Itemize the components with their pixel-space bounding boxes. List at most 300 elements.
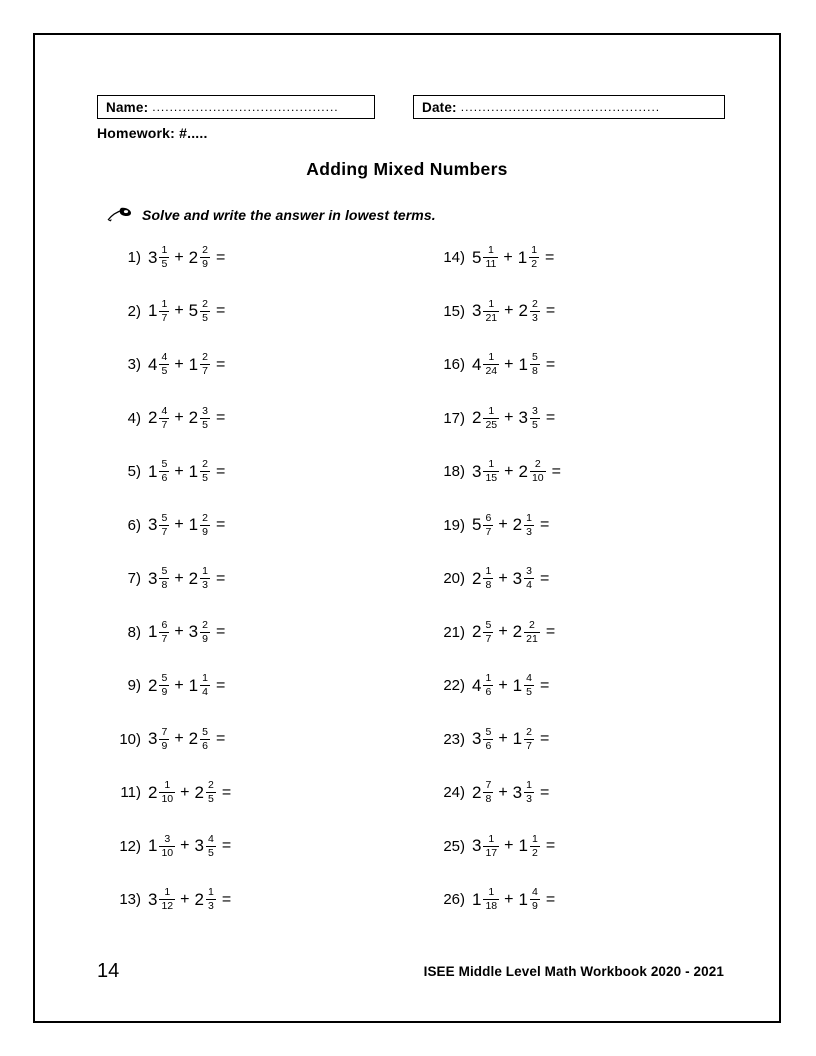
whole-number: 2: [148, 675, 158, 695]
fraction: [483, 780, 493, 806]
denominator: 3: [526, 525, 532, 538]
numerator: 1: [488, 297, 495, 310]
second-mixed-number: [513, 566, 534, 592]
plus-operator: +: [174, 623, 184, 641]
fraction: [524, 780, 534, 806]
problem-item: [435, 618, 735, 672]
numerator: 2: [526, 725, 532, 738]
denominator: 9: [161, 739, 168, 752]
plus-operator: +: [174, 355, 184, 373]
problem-number: 4): [127, 409, 141, 427]
denominator: 5: [531, 418, 538, 431]
numerator: 1: [164, 779, 171, 791]
equals-sign: =: [215, 355, 226, 373]
problem-number: 25): [443, 837, 465, 855]
numerator: 3: [531, 404, 538, 417]
problem-expression: [148, 297, 225, 325]
second-mixed-number: [189, 245, 210, 271]
problem-item: [111, 350, 411, 404]
denominator: 25: [485, 418, 498, 431]
problem-number: 26): [443, 891, 465, 908]
second-mixed-number: [513, 727, 534, 753]
whole-number: 2: [188, 568, 199, 588]
fraction: [530, 299, 540, 325]
denominator: 7: [485, 525, 492, 538]
first-mixed-number: [148, 834, 175, 860]
denominator: 21: [485, 311, 498, 324]
whole-number: 1: [188, 675, 199, 695]
numerator: 1: [526, 511, 532, 524]
plus-operator: +: [504, 462, 514, 480]
denominator: 8: [485, 793, 492, 806]
fraction: [200, 459, 210, 485]
plus-operator: +: [174, 302, 184, 320]
fraction: [529, 245, 539, 271]
numerator: 1: [202, 565, 208, 577]
problem-expression: [472, 725, 549, 753]
whole-number: 3: [148, 247, 158, 267]
denominator: 3: [526, 793, 532, 806]
fraction: [530, 459, 546, 485]
numerator: 4: [526, 672, 532, 684]
plus-operator: +: [180, 890, 190, 908]
denominator: 8: [485, 579, 492, 592]
second-mixed-number: [519, 352, 540, 378]
numerator: 2: [531, 297, 538, 310]
problem-number: 10): [119, 730, 141, 748]
numerator: 1: [526, 779, 532, 791]
whole-number: 1: [518, 889, 528, 909]
whole-number: 1: [188, 461, 199, 481]
denominator: 21: [526, 632, 538, 645]
fraction: [483, 406, 499, 432]
whole-number: 1: [472, 889, 482, 909]
worksheet-page: [33, 33, 781, 1023]
plus-operator: +: [498, 783, 508, 801]
first-mixed-number: [148, 299, 169, 325]
whole-number: 4: [472, 354, 482, 374]
numerator: 1: [164, 886, 171, 898]
numerator: 5: [531, 351, 538, 363]
problem-number: 6): [127, 516, 141, 534]
denominator: 5: [202, 311, 208, 324]
fraction: [200, 513, 210, 539]
whole-number: 1: [518, 836, 528, 856]
denominator: 11: [485, 258, 497, 271]
numerator: 5: [161, 672, 168, 684]
fraction: [524, 620, 540, 646]
problem-item: [435, 832, 735, 886]
denominator: 6: [161, 472, 168, 485]
problem-number: 22): [443, 677, 465, 694]
whole-number: 2: [148, 408, 158, 428]
fraction: [200, 245, 210, 271]
second-mixed-number: [189, 727, 210, 753]
first-mixed-number: [472, 459, 499, 485]
whole-number: 2: [472, 622, 482, 642]
denominator: 5: [202, 472, 208, 485]
problem-number: 1): [127, 249, 141, 266]
fraction: [159, 620, 169, 646]
numerator: 5: [161, 458, 168, 470]
whole-number: 3: [472, 461, 482, 481]
equals-sign: =: [545, 355, 556, 373]
problem-item: [435, 671, 735, 725]
problem-expression: [148, 885, 231, 913]
problem-item: [111, 725, 411, 779]
first-mixed-number: [148, 245, 169, 271]
first-mixed-number: [472, 620, 493, 646]
whole-number: 2: [472, 408, 482, 428]
plus-operator: +: [174, 409, 184, 427]
whole-number: 3: [148, 729, 158, 749]
problem-expression: [472, 618, 555, 646]
numerator: 4: [207, 832, 214, 845]
whole-number: 3: [512, 782, 523, 802]
whole-number: 3: [148, 515, 158, 535]
fraction: [200, 299, 210, 325]
denominator: 10: [161, 793, 174, 806]
plus-operator: +: [180, 837, 190, 855]
whole-number: 1: [518, 354, 528, 374]
problem-item: [111, 564, 411, 618]
first-mixed-number: [148, 780, 175, 806]
denominator: 6: [485, 686, 492, 699]
second-mixed-number: [195, 887, 216, 913]
denominator: 5: [526, 686, 532, 699]
numerator: 3: [202, 404, 208, 417]
plus-operator: +: [174, 462, 184, 480]
fraction: [159, 352, 169, 378]
plus-operator: +: [498, 623, 508, 641]
denominator: 9: [531, 900, 538, 913]
problem-item: [111, 832, 411, 886]
denominator: 2: [531, 258, 538, 271]
second-mixed-number: [189, 299, 210, 325]
whole-number: 3: [472, 836, 482, 856]
problem-item: [111, 243, 411, 297]
problem-expression: [148, 778, 231, 806]
problem-expression: [148, 725, 225, 753]
page-title: Adding Mixed Numbers: [306, 159, 508, 179]
second-mixed-number: [189, 406, 210, 432]
equals-sign: =: [545, 302, 556, 320]
denominator: 3: [207, 900, 214, 913]
plus-operator: +: [504, 409, 514, 427]
second-mixed-number: [519, 406, 540, 432]
whole-number: 2: [188, 729, 199, 749]
denominator: 7: [161, 418, 168, 431]
fraction: [159, 780, 175, 806]
first-mixed-number: [148, 406, 169, 432]
first-mixed-number: [472, 352, 499, 378]
problem-item: [111, 404, 411, 458]
fraction: [159, 245, 169, 271]
numerator: 7: [485, 779, 492, 791]
numerator: 1: [488, 458, 495, 470]
numerator: 1: [488, 886, 495, 898]
whole-number: 2: [188, 247, 199, 267]
fraction: [200, 727, 210, 753]
first-mixed-number: [148, 673, 169, 699]
equals-sign: =: [215, 569, 226, 587]
denominator: 17: [485, 846, 498, 859]
whole-number: 3: [512, 568, 523, 588]
plus-operator: +: [498, 569, 508, 587]
fraction: [200, 673, 210, 699]
fraction: [530, 352, 540, 378]
denominator: 9: [202, 258, 208, 271]
numerator: 5: [161, 511, 168, 524]
problem-item: [435, 243, 735, 297]
equals-sign: =: [551, 462, 561, 480]
second-mixed-number: [513, 513, 534, 539]
first-mixed-number: [472, 513, 493, 539]
plus-operator: +: [498, 516, 508, 534]
numerator: 1: [207, 886, 214, 898]
problem-number: 2): [127, 302, 141, 320]
denominator: 7: [161, 525, 168, 538]
denominator: 9: [202, 525, 208, 538]
whole-number: 1: [188, 515, 199, 535]
problem-number: 7): [127, 570, 141, 587]
denominator: 10: [161, 846, 174, 859]
numerator: 7: [161, 725, 168, 738]
numerator: 1: [485, 565, 492, 577]
instruction-row: [107, 207, 436, 223]
numerator: 4: [161, 351, 168, 363]
fraction: [483, 352, 499, 378]
problem-item: [111, 457, 411, 511]
equals-sign: =: [215, 623, 226, 641]
denominator: 7: [161, 632, 168, 645]
problem-number: 20): [443, 570, 465, 587]
fraction: [159, 834, 175, 860]
second-mixed-number: [513, 620, 540, 646]
whole-number: 5: [472, 515, 482, 535]
fraction: [530, 887, 540, 913]
problem-expression: [472, 832, 555, 860]
whole-number: 2: [472, 782, 482, 802]
problem-expression: [472, 778, 549, 806]
problem-expression: [148, 618, 225, 646]
problem-item: [435, 404, 735, 458]
numerator: 1: [161, 244, 168, 256]
equals-sign: =: [545, 890, 556, 908]
numerator: 5: [161, 565, 168, 577]
problem-number: 12): [119, 837, 141, 855]
whole-number: 3: [472, 301, 482, 321]
first-mixed-number: [148, 727, 169, 753]
problem-expression: [472, 297, 555, 325]
fraction: [483, 620, 493, 646]
plus-operator: +: [504, 837, 514, 855]
plus-operator: +: [503, 248, 513, 266]
problem-expression: [148, 350, 225, 378]
equals-sign: =: [539, 516, 550, 534]
whole-number: 2: [518, 461, 528, 481]
plus-operator: +: [174, 516, 184, 534]
fraction: [159, 727, 169, 753]
homework-label: Homework: #.....: [97, 125, 208, 141]
fraction: [483, 299, 499, 325]
plus-operator: +: [498, 676, 508, 694]
date-blank: ..............................................: [460, 100, 661, 114]
problem-number: 21): [443, 623, 465, 641]
second-mixed-number: [519, 299, 540, 325]
fraction: [159, 887, 175, 913]
whole-number: 3: [472, 729, 482, 749]
whole-number: 5: [188, 301, 199, 321]
fraction: [206, 887, 216, 913]
second-mixed-number: [195, 780, 216, 806]
equals-sign: =: [539, 569, 550, 587]
whole-number: 3: [188, 622, 199, 642]
first-mixed-number: [472, 566, 493, 592]
numerator: 1: [488, 244, 494, 256]
name-field[interactable]: [97, 95, 375, 119]
fraction: [159, 673, 169, 699]
fraction: [524, 673, 534, 699]
second-mixed-number: [195, 834, 216, 860]
first-mixed-number: [472, 245, 498, 271]
second-mixed-number: [189, 352, 210, 378]
whole-number: 2: [194, 782, 204, 802]
numerator: 2: [529, 618, 535, 631]
equals-sign: =: [215, 730, 226, 748]
name-label: Name:: [106, 99, 149, 115]
whole-number: 1: [512, 675, 523, 695]
problem-item: [435, 725, 735, 779]
numerator: 4: [531, 886, 538, 898]
problem-number: 16): [443, 356, 465, 373]
numerator: 6: [485, 511, 492, 524]
denominator: 12: [161, 900, 174, 913]
problem-column-left: [111, 243, 411, 939]
date-label: Date:: [422, 99, 457, 115]
denominator: 24: [485, 365, 498, 378]
first-mixed-number: [472, 406, 499, 432]
denominator: 2: [531, 846, 538, 859]
second-mixed-number: [519, 834, 540, 860]
whole-number: 4: [472, 675, 482, 695]
first-mixed-number: [148, 887, 175, 913]
equals-sign: =: [545, 409, 556, 427]
numerator: 1: [488, 351, 495, 363]
problem-expression: [148, 457, 225, 485]
equals-sign: =: [215, 302, 226, 320]
page-number: 14: [97, 960, 120, 982]
denominator: 9: [161, 686, 168, 699]
whole-number: 5: [472, 247, 482, 267]
fraction: [530, 834, 540, 860]
denominator: 7: [161, 311, 168, 324]
problem-expression: [472, 457, 561, 485]
whole-number: 4: [148, 354, 158, 374]
fraction: [159, 459, 169, 485]
first-mixed-number: [472, 887, 499, 913]
numerator: 5: [485, 725, 492, 738]
fraction: [200, 352, 210, 378]
denominator: 3: [531, 311, 538, 324]
numerator: 1: [531, 832, 538, 845]
second-mixed-number: [189, 620, 210, 646]
fraction: [200, 620, 210, 646]
numerator: 3: [526, 565, 532, 577]
fraction: [159, 299, 169, 325]
numerator: 6: [161, 618, 168, 631]
plus-operator: +: [180, 783, 190, 801]
denominator: 6: [202, 739, 208, 752]
fraction: [200, 406, 210, 432]
problem-number: 5): [127, 463, 141, 480]
date-field[interactable]: [413, 95, 725, 119]
whole-number: 1: [148, 461, 158, 481]
fraction: [483, 513, 493, 539]
problem-expression: [148, 671, 225, 699]
problem-expression: [472, 885, 555, 913]
student-info-row: [97, 95, 725, 119]
problem-expression: [472, 350, 555, 378]
numerator: 1: [488, 404, 495, 417]
first-mixed-number: [148, 459, 169, 485]
problem-number: 19): [443, 516, 465, 534]
plus-operator: +: [174, 248, 184, 266]
problem-number: 17): [443, 409, 465, 427]
fraction: [200, 566, 210, 592]
fraction: [524, 513, 534, 539]
problem-number: 23): [443, 730, 465, 748]
problem-expression: [472, 511, 549, 539]
denominator: 15: [485, 472, 498, 485]
plus-operator: +: [498, 730, 508, 748]
whole-number: 1: [517, 247, 528, 267]
numerator: 1: [485, 672, 492, 684]
problem-number: 14): [443, 249, 465, 266]
fraction: [483, 834, 499, 860]
problem-column-right: [435, 243, 735, 939]
numerator: 5: [485, 618, 492, 631]
fraction: [159, 406, 169, 432]
denominator: 10: [531, 472, 544, 485]
whole-number: 2: [188, 408, 199, 428]
second-mixed-number: [513, 673, 534, 699]
numerator: 2: [534, 458, 541, 470]
first-mixed-number: [148, 513, 169, 539]
problem-expression: [148, 564, 225, 592]
whole-number: 2: [194, 889, 204, 909]
problem-item: [435, 885, 735, 939]
equals-sign: =: [215, 409, 226, 427]
whole-number: 3: [148, 568, 158, 588]
name-blank: ...........................................: [152, 100, 339, 114]
numerator: 5: [202, 725, 208, 738]
fraction: [483, 673, 493, 699]
problem-item: [111, 885, 411, 939]
denominator: 3: [202, 579, 208, 592]
equals-sign: =: [539, 783, 550, 801]
plus-operator: +: [174, 730, 184, 748]
problem-item: [435, 778, 735, 832]
plus-operator: +: [174, 676, 184, 694]
numerator: 2: [202, 351, 208, 363]
second-mixed-number: [189, 566, 210, 592]
problem-item: [435, 564, 735, 618]
problem-number: 24): [443, 784, 465, 801]
problem-number: 3): [127, 356, 141, 373]
problem-expression: [148, 243, 225, 271]
plus-operator: +: [504, 302, 514, 320]
